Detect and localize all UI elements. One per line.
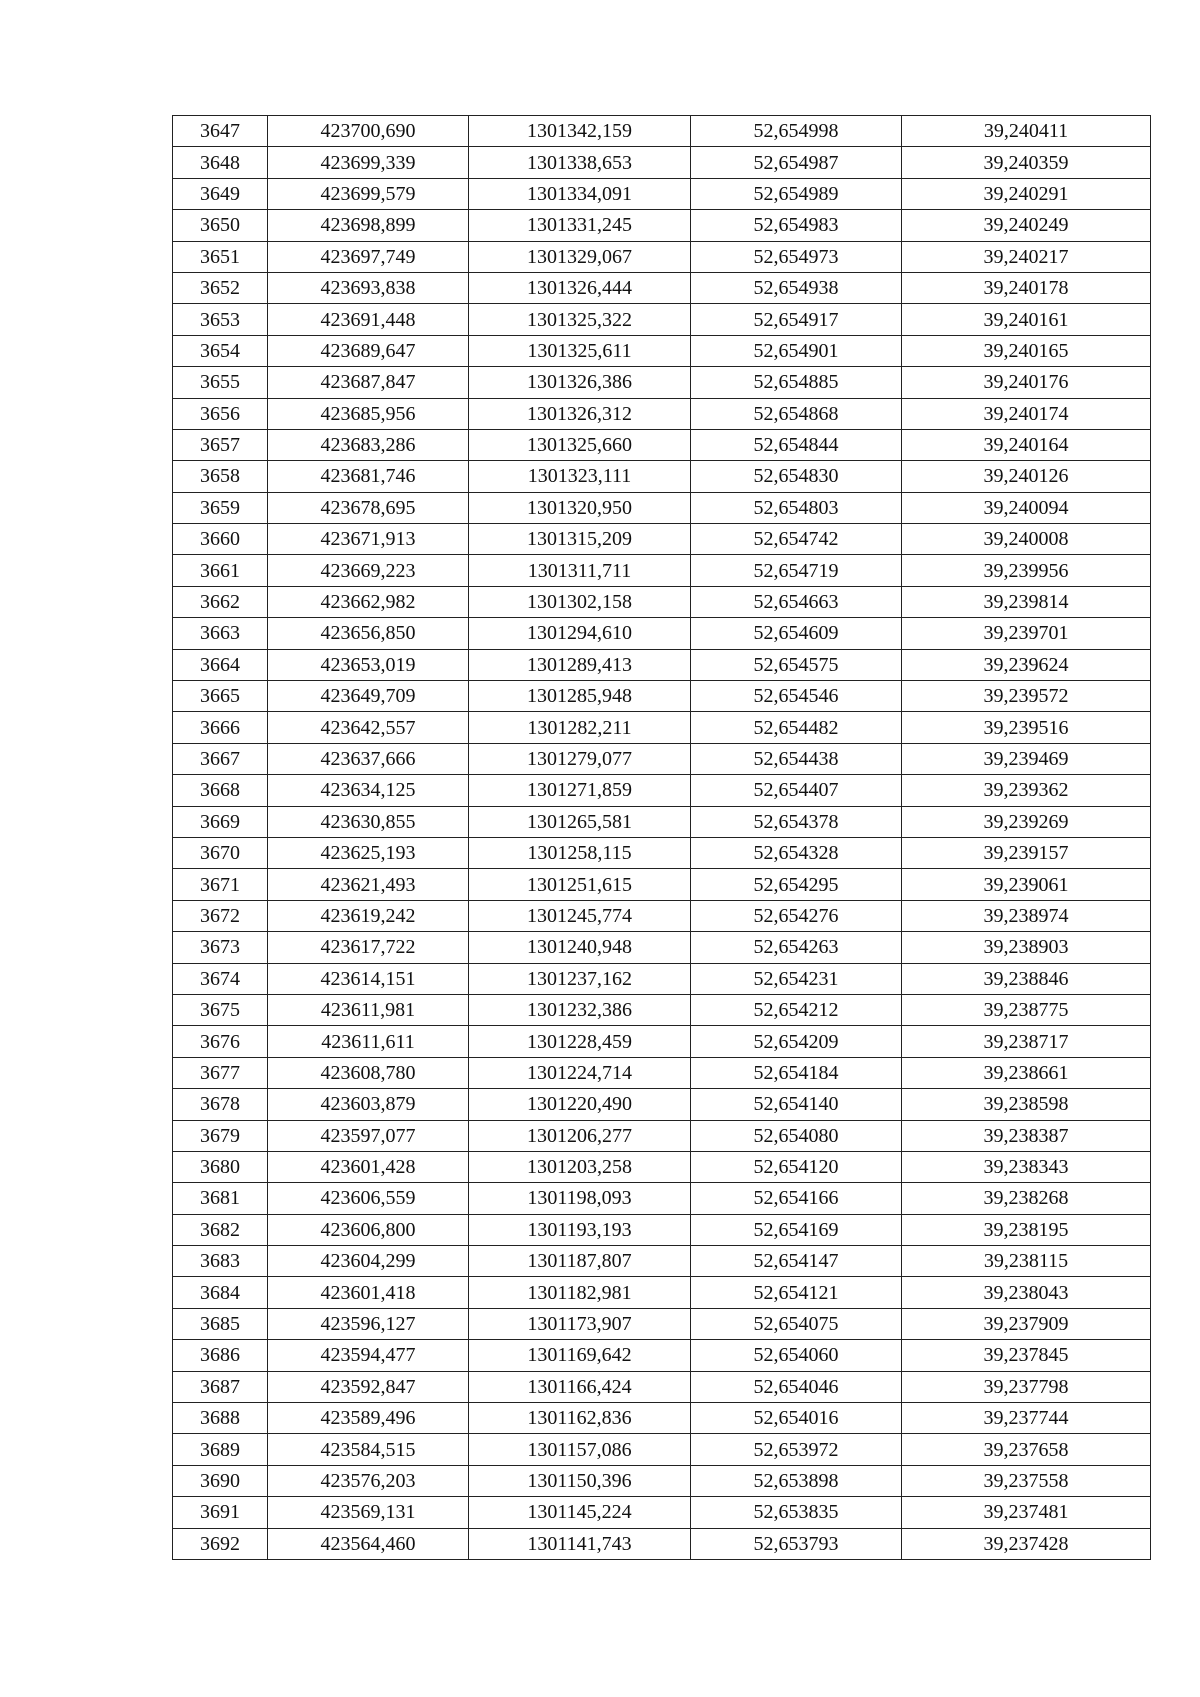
y-coordinate-cell: 1301232,386 (469, 994, 691, 1025)
latitude-cell: 52,654016 (691, 1403, 902, 1434)
longitude-cell: 39,237798 (902, 1371, 1151, 1402)
latitude-cell: 52,654917 (691, 304, 902, 335)
x-coordinate-cell: 423608,780 (268, 1057, 469, 1088)
latitude-cell: 52,654231 (691, 963, 902, 994)
latitude-cell: 52,654121 (691, 1277, 902, 1308)
table-row (173, 1057, 1151, 1088)
table-row (173, 1434, 1151, 1465)
point-number-cell: 3658 (173, 461, 268, 492)
longitude-cell: 39,239701 (902, 618, 1151, 649)
longitude-cell: 39,238343 (902, 1151, 1151, 1182)
longitude-cell: 39,237658 (902, 1434, 1151, 1465)
longitude-cell: 39,240008 (902, 524, 1151, 555)
latitude-cell: 52,654482 (691, 712, 902, 743)
x-coordinate-cell: 423614,151 (268, 963, 469, 994)
x-coordinate-cell: 423564,460 (268, 1528, 469, 1559)
x-coordinate-cell: 423642,557 (268, 712, 469, 743)
point-number-cell: 3679 (173, 1120, 268, 1151)
longitude-cell: 39,240094 (902, 492, 1151, 523)
y-coordinate-cell: 1301294,610 (469, 618, 691, 649)
y-coordinate-cell: 1301245,774 (469, 900, 691, 931)
point-number-cell: 3672 (173, 900, 268, 931)
longitude-cell: 39,240174 (902, 398, 1151, 429)
y-coordinate-cell: 1301228,459 (469, 1026, 691, 1057)
latitude-cell: 52,653835 (691, 1497, 902, 1528)
y-coordinate-cell: 1301145,224 (469, 1497, 691, 1528)
longitude-cell: 39,238195 (902, 1214, 1151, 1245)
y-coordinate-cell: 1301240,948 (469, 932, 691, 963)
y-coordinate-cell: 1301279,077 (469, 743, 691, 774)
latitude-cell: 52,654438 (691, 743, 902, 774)
x-coordinate-cell: 423592,847 (268, 1371, 469, 1402)
x-coordinate-cell: 423619,242 (268, 900, 469, 931)
latitude-cell: 52,654046 (691, 1371, 902, 1402)
table-row (173, 1183, 1151, 1214)
latitude-cell: 52,654080 (691, 1120, 902, 1151)
x-coordinate-cell: 423597,077 (268, 1120, 469, 1151)
latitude-cell: 52,654209 (691, 1026, 902, 1057)
point-number-cell: 3653 (173, 304, 268, 335)
longitude-cell: 39,239469 (902, 743, 1151, 774)
longitude-cell: 39,238903 (902, 932, 1151, 963)
latitude-cell: 52,654885 (691, 367, 902, 398)
x-coordinate-cell: 423604,299 (268, 1246, 469, 1277)
x-coordinate-cell: 423689,647 (268, 335, 469, 366)
table-row (173, 116, 1151, 147)
latitude-cell: 52,654060 (691, 1340, 902, 1371)
table-row (173, 461, 1151, 492)
x-coordinate-cell: 423678,695 (268, 492, 469, 523)
y-coordinate-cell: 1301320,950 (469, 492, 691, 523)
table-row (173, 210, 1151, 241)
longitude-cell: 39,237845 (902, 1340, 1151, 1371)
y-coordinate-cell: 1301282,211 (469, 712, 691, 743)
x-coordinate-cell: 423617,722 (268, 932, 469, 963)
table-row (173, 1308, 1151, 1339)
latitude-cell: 52,654147 (691, 1246, 902, 1277)
point-number-cell: 3687 (173, 1371, 268, 1402)
y-coordinate-cell: 1301325,611 (469, 335, 691, 366)
point-number-cell: 3689 (173, 1434, 268, 1465)
latitude-cell: 52,654663 (691, 586, 902, 617)
longitude-cell: 39,240176 (902, 367, 1151, 398)
y-coordinate-cell: 1301258,115 (469, 837, 691, 868)
x-coordinate-cell: 423611,981 (268, 994, 469, 1025)
point-number-cell: 3681 (173, 1183, 268, 1214)
x-coordinate-cell: 423687,847 (268, 367, 469, 398)
longitude-cell: 39,238775 (902, 994, 1151, 1025)
table-row (173, 1026, 1151, 1057)
point-number-cell: 3659 (173, 492, 268, 523)
table-row (173, 367, 1151, 398)
point-number-cell: 3647 (173, 116, 268, 147)
x-coordinate-cell: 423693,838 (268, 272, 469, 303)
latitude-cell: 52,653898 (691, 1465, 902, 1496)
table-row (173, 1465, 1151, 1496)
x-coordinate-cell: 423576,203 (268, 1465, 469, 1496)
table-row (173, 1403, 1151, 1434)
table-row (173, 994, 1151, 1025)
table-row (173, 1340, 1151, 1371)
point-number-cell: 3651 (173, 241, 268, 272)
table-row (173, 586, 1151, 617)
longitude-cell: 39,240249 (902, 210, 1151, 241)
latitude-cell: 52,654166 (691, 1183, 902, 1214)
latitude-cell: 52,654276 (691, 900, 902, 931)
latitude-cell: 52,654328 (691, 837, 902, 868)
y-coordinate-cell: 1301150,396 (469, 1465, 691, 1496)
point-number-cell: 3676 (173, 1026, 268, 1057)
table-row (173, 1246, 1151, 1277)
point-number-cell: 3660 (173, 524, 268, 555)
table-row (173, 492, 1151, 523)
x-coordinate-cell: 423656,850 (268, 618, 469, 649)
table-row (173, 837, 1151, 868)
latitude-cell: 52,654140 (691, 1089, 902, 1120)
point-number-cell: 3664 (173, 649, 268, 680)
y-coordinate-cell: 1301323,111 (469, 461, 691, 492)
table-row (173, 775, 1151, 806)
table-row (173, 932, 1151, 963)
x-coordinate-cell: 423606,800 (268, 1214, 469, 1245)
table-row (173, 900, 1151, 931)
x-coordinate-cell: 423601,418 (268, 1277, 469, 1308)
point-number-cell: 3678 (173, 1089, 268, 1120)
latitude-cell: 52,654212 (691, 994, 902, 1025)
x-coordinate-cell: 423683,286 (268, 429, 469, 460)
longitude-cell: 39,237481 (902, 1497, 1151, 1528)
y-coordinate-cell: 1301224,714 (469, 1057, 691, 1088)
latitude-cell: 52,654575 (691, 649, 902, 680)
point-number-cell: 3670 (173, 837, 268, 868)
x-coordinate-cell: 423653,019 (268, 649, 469, 680)
table-row (173, 963, 1151, 994)
x-coordinate-cell: 423601,428 (268, 1151, 469, 1182)
longitude-cell: 39,240291 (902, 178, 1151, 209)
y-coordinate-cell: 1301325,322 (469, 304, 691, 335)
latitude-cell: 52,654184 (691, 1057, 902, 1088)
table-row (173, 304, 1151, 335)
latitude-cell: 52,654742 (691, 524, 902, 555)
point-number-cell: 3688 (173, 1403, 268, 1434)
latitude-cell: 52,654901 (691, 335, 902, 366)
longitude-cell: 39,239061 (902, 869, 1151, 900)
table-row (173, 1277, 1151, 1308)
longitude-cell: 39,239624 (902, 649, 1151, 680)
x-coordinate-cell: 423699,339 (268, 147, 469, 178)
table-row (173, 147, 1151, 178)
longitude-cell: 39,240178 (902, 272, 1151, 303)
point-number-cell: 3683 (173, 1246, 268, 1277)
point-number-cell: 3655 (173, 367, 268, 398)
longitude-cell: 39,237909 (902, 1308, 1151, 1339)
longitude-cell: 39,237744 (902, 1403, 1151, 1434)
longitude-cell: 39,238661 (902, 1057, 1151, 1088)
point-number-cell: 3680 (173, 1151, 268, 1182)
x-coordinate-cell: 423584,515 (268, 1434, 469, 1465)
table-row (173, 524, 1151, 555)
y-coordinate-cell: 1301329,067 (469, 241, 691, 272)
y-coordinate-cell: 1301331,245 (469, 210, 691, 241)
x-coordinate-cell: 423569,131 (268, 1497, 469, 1528)
y-coordinate-cell: 1301302,158 (469, 586, 691, 617)
latitude-cell: 52,654120 (691, 1151, 902, 1182)
latitude-cell: 52,654987 (691, 147, 902, 178)
x-coordinate-cell: 423681,746 (268, 461, 469, 492)
y-coordinate-cell: 1301206,277 (469, 1120, 691, 1151)
x-coordinate-cell: 423649,709 (268, 681, 469, 712)
table-row (173, 1089, 1151, 1120)
table-row (173, 618, 1151, 649)
y-coordinate-cell: 1301265,581 (469, 806, 691, 837)
longitude-cell: 39,239814 (902, 586, 1151, 617)
y-coordinate-cell: 1301342,159 (469, 116, 691, 147)
x-coordinate-cell: 423634,125 (268, 775, 469, 806)
point-number-cell: 3684 (173, 1277, 268, 1308)
table-row (173, 1214, 1151, 1245)
y-coordinate-cell: 1301326,312 (469, 398, 691, 429)
x-coordinate-cell: 423596,127 (268, 1308, 469, 1339)
point-number-cell: 3690 (173, 1465, 268, 1496)
table-row (173, 429, 1151, 460)
table-row (173, 398, 1151, 429)
latitude-cell: 52,654407 (691, 775, 902, 806)
x-coordinate-cell: 423671,913 (268, 524, 469, 555)
latitude-cell: 52,654546 (691, 681, 902, 712)
longitude-cell: 39,238043 (902, 1277, 1151, 1308)
y-coordinate-cell: 1301173,907 (469, 1308, 691, 1339)
x-coordinate-cell: 423700,690 (268, 116, 469, 147)
x-coordinate-cell: 423697,749 (268, 241, 469, 272)
point-number-cell: 3682 (173, 1214, 268, 1245)
latitude-cell: 52,654075 (691, 1308, 902, 1339)
longitude-cell: 39,240359 (902, 147, 1151, 178)
table-row (173, 1528, 1151, 1559)
point-number-cell: 3673 (173, 932, 268, 963)
longitude-cell: 39,240217 (902, 241, 1151, 272)
y-coordinate-cell: 1301271,859 (469, 775, 691, 806)
point-number-cell: 3665 (173, 681, 268, 712)
point-number-cell: 3661 (173, 555, 268, 586)
y-coordinate-cell: 1301334,091 (469, 178, 691, 209)
x-coordinate-cell: 423699,579 (268, 178, 469, 209)
point-number-cell: 3674 (173, 963, 268, 994)
point-number-cell: 3686 (173, 1340, 268, 1371)
longitude-cell: 39,237558 (902, 1465, 1151, 1496)
point-number-cell: 3648 (173, 147, 268, 178)
latitude-cell: 52,654830 (691, 461, 902, 492)
longitude-cell: 39,238974 (902, 900, 1151, 931)
x-coordinate-cell: 423691,448 (268, 304, 469, 335)
table-row (173, 681, 1151, 712)
y-coordinate-cell: 1301237,162 (469, 963, 691, 994)
longitude-cell: 39,238387 (902, 1120, 1151, 1151)
longitude-cell: 39,239362 (902, 775, 1151, 806)
point-number-cell: 3663 (173, 618, 268, 649)
latitude-cell: 52,654938 (691, 272, 902, 303)
longitude-cell: 39,238598 (902, 1089, 1151, 1120)
longitude-cell: 39,239157 (902, 837, 1151, 868)
table-row (173, 335, 1151, 366)
table-row (173, 869, 1151, 900)
point-number-cell: 3667 (173, 743, 268, 774)
table-row (173, 1497, 1151, 1528)
table-row (173, 649, 1151, 680)
x-coordinate-cell: 423698,899 (268, 210, 469, 241)
table-row (173, 272, 1151, 303)
point-number-cell: 3677 (173, 1057, 268, 1088)
longitude-cell: 39,239516 (902, 712, 1151, 743)
y-coordinate-cell: 1301203,258 (469, 1151, 691, 1182)
longitude-cell: 39,238846 (902, 963, 1151, 994)
point-number-cell: 3649 (173, 178, 268, 209)
point-number-cell: 3650 (173, 210, 268, 241)
y-coordinate-cell: 1301338,653 (469, 147, 691, 178)
table-row (173, 178, 1151, 209)
point-number-cell: 3671 (173, 869, 268, 900)
y-coordinate-cell: 1301157,086 (469, 1434, 691, 1465)
x-coordinate-cell: 423589,496 (268, 1403, 469, 1434)
latitude-cell: 52,654868 (691, 398, 902, 429)
x-coordinate-cell: 423621,493 (268, 869, 469, 900)
y-coordinate-cell: 1301162,836 (469, 1403, 691, 1434)
y-coordinate-cell: 1301311,711 (469, 555, 691, 586)
coordinates-table (172, 115, 1151, 1560)
latitude-cell: 52,654989 (691, 178, 902, 209)
longitude-cell: 39,238717 (902, 1026, 1151, 1057)
latitude-cell: 52,654295 (691, 869, 902, 900)
longitude-cell: 39,239572 (902, 681, 1151, 712)
y-coordinate-cell: 1301182,981 (469, 1277, 691, 1308)
point-number-cell: 3662 (173, 586, 268, 617)
point-number-cell: 3692 (173, 1528, 268, 1559)
table-row (173, 712, 1151, 743)
longitude-cell: 39,240161 (902, 304, 1151, 335)
y-coordinate-cell: 1301325,660 (469, 429, 691, 460)
longitude-cell: 39,240411 (902, 116, 1151, 147)
coordinates-table-body (173, 116, 1151, 1560)
latitude-cell: 52,654719 (691, 555, 902, 586)
point-number-cell: 3685 (173, 1308, 268, 1339)
y-coordinate-cell: 1301289,413 (469, 649, 691, 680)
latitude-cell: 52,654609 (691, 618, 902, 649)
point-number-cell: 3668 (173, 775, 268, 806)
longitude-cell: 39,237428 (902, 1528, 1151, 1559)
point-number-cell: 3654 (173, 335, 268, 366)
point-number-cell: 3691 (173, 1497, 268, 1528)
x-coordinate-cell: 423606,559 (268, 1183, 469, 1214)
y-coordinate-cell: 1301166,424 (469, 1371, 691, 1402)
table-row (173, 806, 1151, 837)
latitude-cell: 52,653793 (691, 1528, 902, 1559)
table-row (173, 555, 1151, 586)
point-number-cell: 3669 (173, 806, 268, 837)
latitude-cell: 52,654378 (691, 806, 902, 837)
x-coordinate-cell: 423637,666 (268, 743, 469, 774)
latitude-cell: 52,654169 (691, 1214, 902, 1245)
table-row (173, 241, 1151, 272)
y-coordinate-cell: 1301326,386 (469, 367, 691, 398)
y-coordinate-cell: 1301193,193 (469, 1214, 691, 1245)
y-coordinate-cell: 1301326,444 (469, 272, 691, 303)
y-coordinate-cell: 1301251,615 (469, 869, 691, 900)
x-coordinate-cell: 423630,855 (268, 806, 469, 837)
point-number-cell: 3657 (173, 429, 268, 460)
x-coordinate-cell: 423669,223 (268, 555, 469, 586)
y-coordinate-cell: 1301141,743 (469, 1528, 691, 1559)
y-coordinate-cell: 1301220,490 (469, 1089, 691, 1120)
x-coordinate-cell: 423685,956 (268, 398, 469, 429)
longitude-cell: 39,240164 (902, 429, 1151, 460)
point-number-cell: 3666 (173, 712, 268, 743)
longitude-cell: 39,238268 (902, 1183, 1151, 1214)
table-row (173, 743, 1151, 774)
latitude-cell: 52,654973 (691, 241, 902, 272)
x-coordinate-cell: 423603,879 (268, 1089, 469, 1120)
x-coordinate-cell: 423662,982 (268, 586, 469, 617)
y-coordinate-cell: 1301198,093 (469, 1183, 691, 1214)
point-number-cell: 3656 (173, 398, 268, 429)
point-number-cell: 3675 (173, 994, 268, 1025)
longitude-cell: 39,239269 (902, 806, 1151, 837)
latitude-cell: 52,654263 (691, 932, 902, 963)
point-number-cell: 3652 (173, 272, 268, 303)
y-coordinate-cell: 1301315,209 (469, 524, 691, 555)
latitude-cell: 52,654998 (691, 116, 902, 147)
latitude-cell: 52,653972 (691, 1434, 902, 1465)
x-coordinate-cell: 423611,611 (268, 1026, 469, 1057)
table-row (173, 1371, 1151, 1402)
latitude-cell: 52,654844 (691, 429, 902, 460)
table-row (173, 1151, 1151, 1182)
longitude-cell: 39,238115 (902, 1246, 1151, 1277)
x-coordinate-cell: 423594,477 (268, 1340, 469, 1371)
x-coordinate-cell: 423625,193 (268, 837, 469, 868)
table-row (173, 1120, 1151, 1151)
latitude-cell: 52,654803 (691, 492, 902, 523)
longitude-cell: 39,239956 (902, 555, 1151, 586)
y-coordinate-cell: 1301285,948 (469, 681, 691, 712)
longitude-cell: 39,240126 (902, 461, 1151, 492)
y-coordinate-cell: 1301169,642 (469, 1340, 691, 1371)
latitude-cell: 52,654983 (691, 210, 902, 241)
y-coordinate-cell: 1301187,807 (469, 1246, 691, 1277)
longitude-cell: 39,240165 (902, 335, 1151, 366)
